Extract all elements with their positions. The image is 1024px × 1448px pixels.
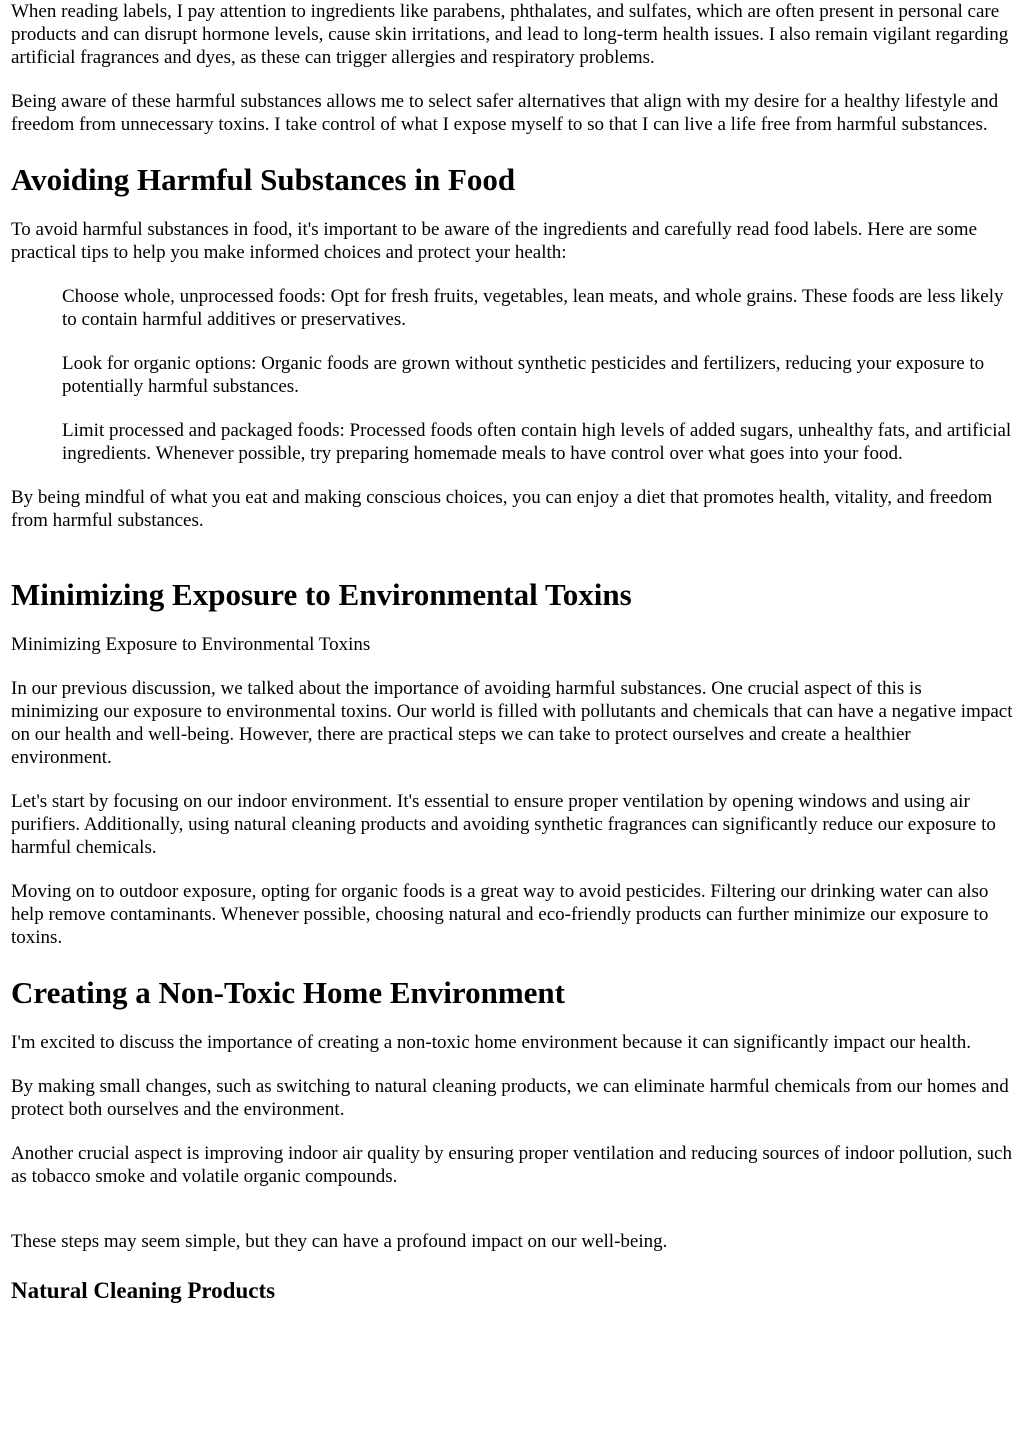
heading-avoiding-harmful-food: Avoiding Harmful Substances in Food (11, 162, 516, 197)
food-tip-item: Look for organic options: Organic foods are grown without synthetic pesticides and fertilizers, reducing your exposure to potentially harmful substances. (62, 353, 985, 397)
food-intro-paragraph: To avoid harmful substances in food, it's important to be aware of the ingredients and carefully read food labels. Here are some practical tips to help you make informed choices and protect your health: (11, 219, 978, 263)
env-paragraph-2: Let's start by focusing on our indoor environment. It's essential to ensure proper ventilation by opening windows and using air purifiers. Additionally, using natural cleaning products and avoiding synthetic fragrances can significantly reduce our exposure to harmful chemicals. (11, 791, 996, 858)
intro-paragraph-1: When reading labels, I pay attention to ingredients like parabens, phthalates, and sulfates, which are often present in personal care products and can disrupt hormone levels, cause skin irritations, and lead to long-term health issues. I also remain vigilant regarding artificial fragrances and dyes, as these can trigger allergies and respiratory problems. (11, 1, 1009, 68)
env-paragraph-1: In our previous discussion, we talked about the importance of avoiding harmful substances. One crucial aspect of this is minimizing our exposure to environmental toxins. Our world is filled with pollutants and chemicals that can have a negative impact on our health and well-being. However, there are practical steps we can take to protect ourselves and create a healthier environment. (11, 678, 1013, 768)
heading-environmental-toxins: Minimizing Exposure to Environmental Toxins (11, 577, 632, 612)
heading-natural-cleaning-products: Natural Cleaning Products (11, 1278, 276, 1303)
food-tips-list (62, 285, 1013, 465)
food-tip-item: Choose whole, unprocessed foods: Opt for fresh fruits, vegetables, lean meats, and whole grains. These foods are less likely to contain harmful additives or preservatives. (62, 286, 1004, 330)
food-tip-item: Limit processed and packaged foods: Processed foods often contain high levels of added sugars, unhealthy fats, and artificial ingredients. Whenever possible, try preparing homemade meals to have control over what goes into your food. (62, 420, 1012, 464)
heading-non-toxic-home: Creating a Non-Toxic Home Environment (11, 975, 565, 1010)
home-paragraph-1: I'm excited to discuss the importance of creating a non-toxic home environment because it can significantly impact our health. (11, 1032, 971, 1053)
home-paragraph-3: Another crucial aspect is improving indoor air quality by ensuring proper ventilation and reducing sources of indoor pollution, such as tobacco smoke and volatile organic compounds. (11, 1143, 1012, 1187)
home-paragraph-2: By making small changes, such as switching to natural cleaning products, we can eliminate harmful chemicals from our homes and protect both ourselves and the environment. (11, 1076, 1009, 1120)
env-paragraph-3: Moving on to outdoor exposure, opting for organic foods is a great way to avoid pesticides. Filtering our drinking water can also help remove contaminants. Whenever possible, choosing natural and eco-friendly products can further minimize our exposure to toxins. (11, 881, 989, 948)
home-paragraph-4: These steps may seem simple, but they can have a profound impact on our well-being. (11, 1231, 668, 1252)
intro-paragraph-2: Being aware of these harmful substances allows me to select safer alternatives that align with my desire for a healthy lifestyle and freedom from unnecessary toxins. I take control of what I expose myself to so that I can live a life free from harmful substances. (11, 91, 999, 135)
food-outro-paragraph: By being mindful of what you eat and making conscious choices, you can enjoy a diet that promotes health, vitality, and freedom from harmful substances. (11, 487, 993, 531)
env-subtitle: Minimizing Exposure to Environmental Toxins (11, 634, 371, 655)
